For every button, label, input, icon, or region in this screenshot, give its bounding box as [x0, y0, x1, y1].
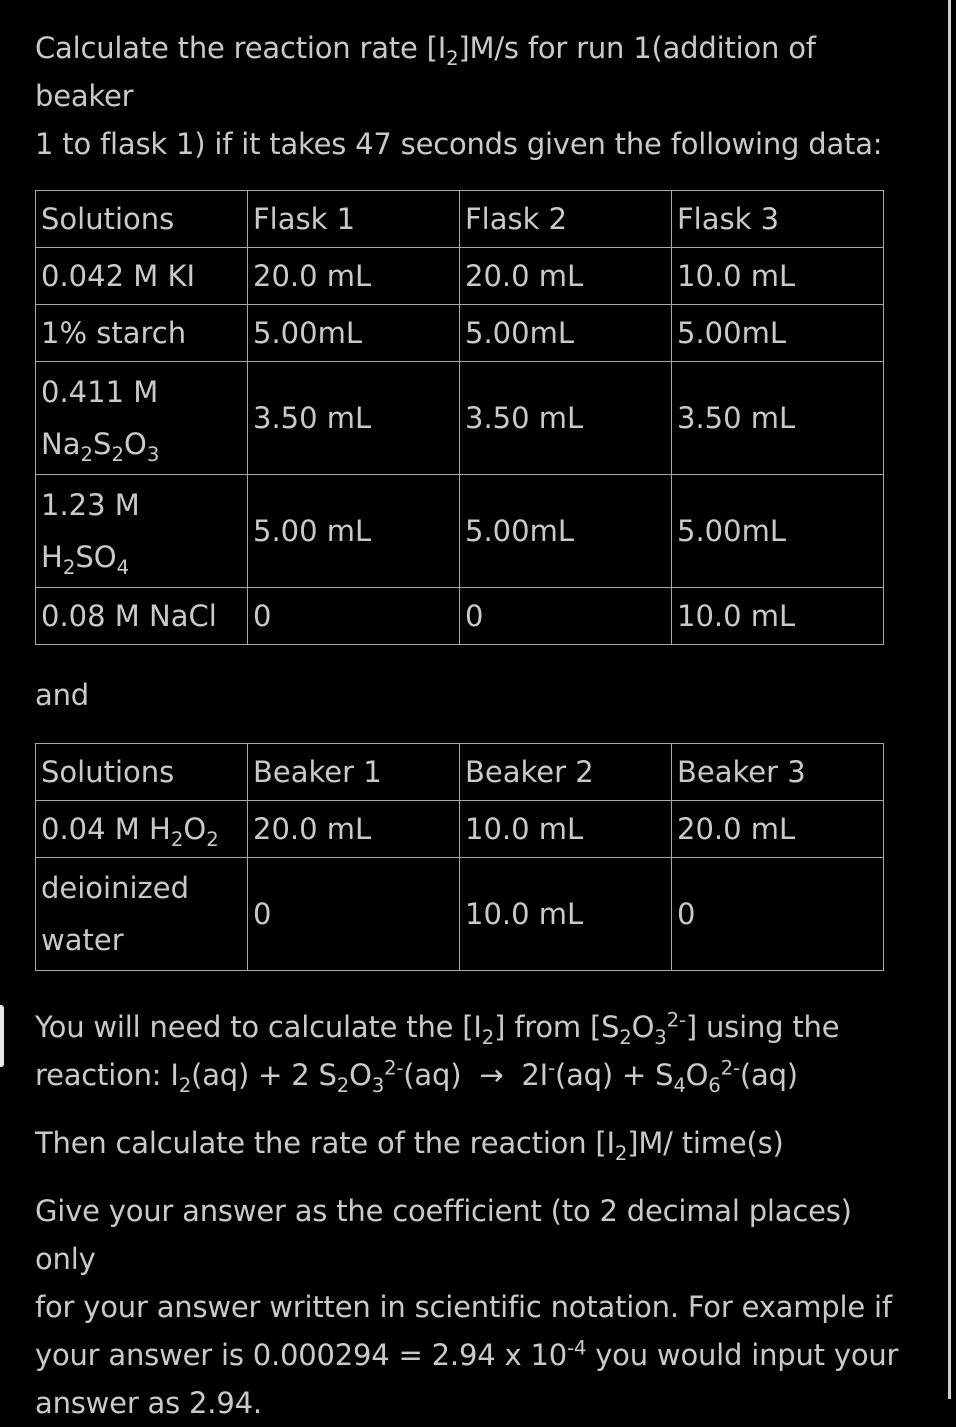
eq-sub: 2: [481, 1025, 495, 1049]
table-cell: 0: [248, 858, 460, 971]
row-label-water: [36, 858, 248, 971]
table-cell: 0: [672, 858, 884, 971]
formula-sub: 2: [206, 827, 219, 851]
formula-part: 0.04 M H: [41, 812, 171, 846]
row-label-sulfuric-acid: [36, 475, 248, 588]
table-cell: 3.50 mL: [460, 362, 672, 475]
and-text: and: [35, 678, 89, 712]
rate-text: ]M/ time(s): [627, 1126, 784, 1160]
table-cell: 20.0 mL: [248, 801, 460, 858]
formula-sub: 4: [116, 555, 130, 579]
eq-text: ] from [S: [494, 1010, 620, 1044]
eq-sub: 2: [178, 1073, 192, 1097]
row-label-thiosulfate-conc: 0.411 M: [41, 375, 159, 409]
answer-line4: answer as 2.94.: [35, 1386, 262, 1420]
table-cell: 5.00mL: [248, 305, 460, 362]
rate-sub: 2: [614, 1141, 628, 1165]
flask-header-solutions: Solutions: [36, 191, 248, 248]
formula-sub: 3: [146, 442, 160, 466]
eq-sub: 2: [619, 1025, 632, 1049]
table-cell: 5.00mL: [460, 305, 672, 362]
rate-text: Then calculate the rate of the reaction [I: [35, 1126, 615, 1160]
eq-text: You will need to calculate the [I: [35, 1010, 482, 1044]
table-row: [36, 248, 884, 305]
table-cell: 10.0 mL: [672, 248, 884, 305]
row-label-nacl: 0.08 M NaCl: [36, 588, 248, 645]
eq-sup: -: [548, 1056, 555, 1080]
table-row: [36, 858, 884, 971]
rate-paragraph: [35, 1119, 905, 1167]
table-cell: 5.00mL: [672, 305, 884, 362]
table-cell: 0: [248, 588, 460, 645]
question-line2: 1 to flask 1) if it takes 47 seconds given the following data:: [35, 127, 883, 161]
row-label-peroxide: [36, 801, 248, 858]
table-cell: 5.00mL: [672, 475, 884, 588]
row-label-water-line1: deioinized: [41, 871, 190, 905]
left-edge-tab: [0, 1005, 4, 1067]
question-content: [35, 24, 905, 1427]
flask-header-1: Flask 1: [248, 191, 460, 248]
answer-instructions: [35, 1187, 905, 1427]
answer-line3-a: your answer is 0.000294 = 2.94 x 10: [35, 1338, 567, 1372]
table-cell: 10.0 mL: [460, 801, 672, 858]
eq-text: O: [631, 1010, 655, 1044]
table-cell: 3.50 mL: [248, 362, 460, 475]
eq-text: (aq): [739, 1058, 798, 1092]
beaker-table: [35, 743, 884, 971]
eq-text: reaction: I: [35, 1058, 179, 1092]
flask-table: [35, 190, 884, 645]
eq-text: O: [349, 1058, 372, 1092]
question-line1-b: ]M/s for run 1(addition of beaker: [35, 31, 816, 113]
table-cell: 20.0 mL: [460, 248, 672, 305]
table-cell: 10.0 mL: [460, 858, 672, 971]
eq-text: 2I: [521, 1058, 549, 1092]
table-cell: 20.0 mL: [672, 801, 884, 858]
answer-line3-b: you would input your: [586, 1338, 899, 1372]
eq-text: ] using the: [685, 1010, 840, 1044]
eq-sub: 3: [654, 1025, 667, 1049]
question-text: [35, 24, 905, 168]
eq-sub: 3: [371, 1073, 385, 1097]
eq-sup: 2-: [384, 1056, 404, 1080]
eq-text: (aq): [403, 1058, 462, 1092]
answer-line3-sup: -4: [566, 1336, 587, 1360]
eq-sub: 6: [708, 1073, 721, 1097]
answer-line2: for your answer written in scientific notation. For example if: [35, 1290, 892, 1324]
flask-header-2: Flask 2: [460, 191, 672, 248]
flask-header-3: Flask 3: [672, 191, 884, 248]
row-label-sulfuric-conc: 1.23 M: [41, 488, 140, 522]
table-row: [36, 362, 884, 475]
reaction-arrow-icon: →: [479, 1058, 504, 1092]
table-row: [36, 475, 884, 588]
row-label-starch: 1% starch: [36, 305, 248, 362]
table-row: [36, 305, 884, 362]
eq-text: O: [685, 1058, 709, 1092]
formula-sub: 2: [111, 442, 124, 466]
table-cell: 5.00 mL: [248, 475, 460, 588]
formula-part: S: [93, 427, 112, 461]
table-cell: 5.00mL: [460, 475, 672, 588]
equation-paragraph: [35, 1003, 905, 1099]
beaker-header-3: Beaker 3: [672, 744, 884, 801]
question-line1-a: Calculate the reaction rate [I: [35, 31, 447, 65]
eq-sub: 4: [673, 1073, 686, 1097]
eq-sup: 2-: [720, 1056, 740, 1080]
eq-text: (aq) + 2 S: [191, 1058, 337, 1092]
formula-sub: 2: [62, 555, 76, 579]
beaker-header-2: Beaker 2: [460, 744, 672, 801]
formula-part: Na: [41, 427, 81, 461]
table-row: [36, 588, 884, 645]
table-cell: 20.0 mL: [248, 248, 460, 305]
formula-part: O: [183, 812, 207, 846]
formula-part: SO: [75, 540, 117, 574]
eq-sup: 2-: [666, 1008, 686, 1032]
table-cell: 3.50 mL: [672, 362, 884, 475]
beaker-table-header-row: [36, 744, 884, 801]
beaker-header-1: Beaker 1: [248, 744, 460, 801]
table-row: [36, 801, 884, 858]
row-label-water-line2: water: [41, 923, 124, 957]
formula-part: H: [41, 540, 63, 574]
question-line1-sub: 2: [446, 46, 459, 70]
eq-text: (aq) + S: [554, 1058, 674, 1092]
row-label-ki: 0.042 M KI: [36, 248, 248, 305]
formula-sub: 2: [80, 442, 94, 466]
answer-line1: Give your answer as the coefficient (to 2 decimal places) only: [35, 1194, 852, 1276]
beaker-header-solutions: Solutions: [36, 744, 248, 801]
row-label-thiosulfate: [36, 362, 248, 475]
formula-part: O: [123, 427, 147, 461]
flask-table-header-row: [36, 191, 884, 248]
table-cell: 10.0 mL: [672, 588, 884, 645]
table-cell: 0: [460, 588, 672, 645]
right-border-rule: [948, 0, 951, 1399]
eq-sub: 2: [336, 1073, 350, 1097]
formula-sub: 2: [170, 827, 184, 851]
